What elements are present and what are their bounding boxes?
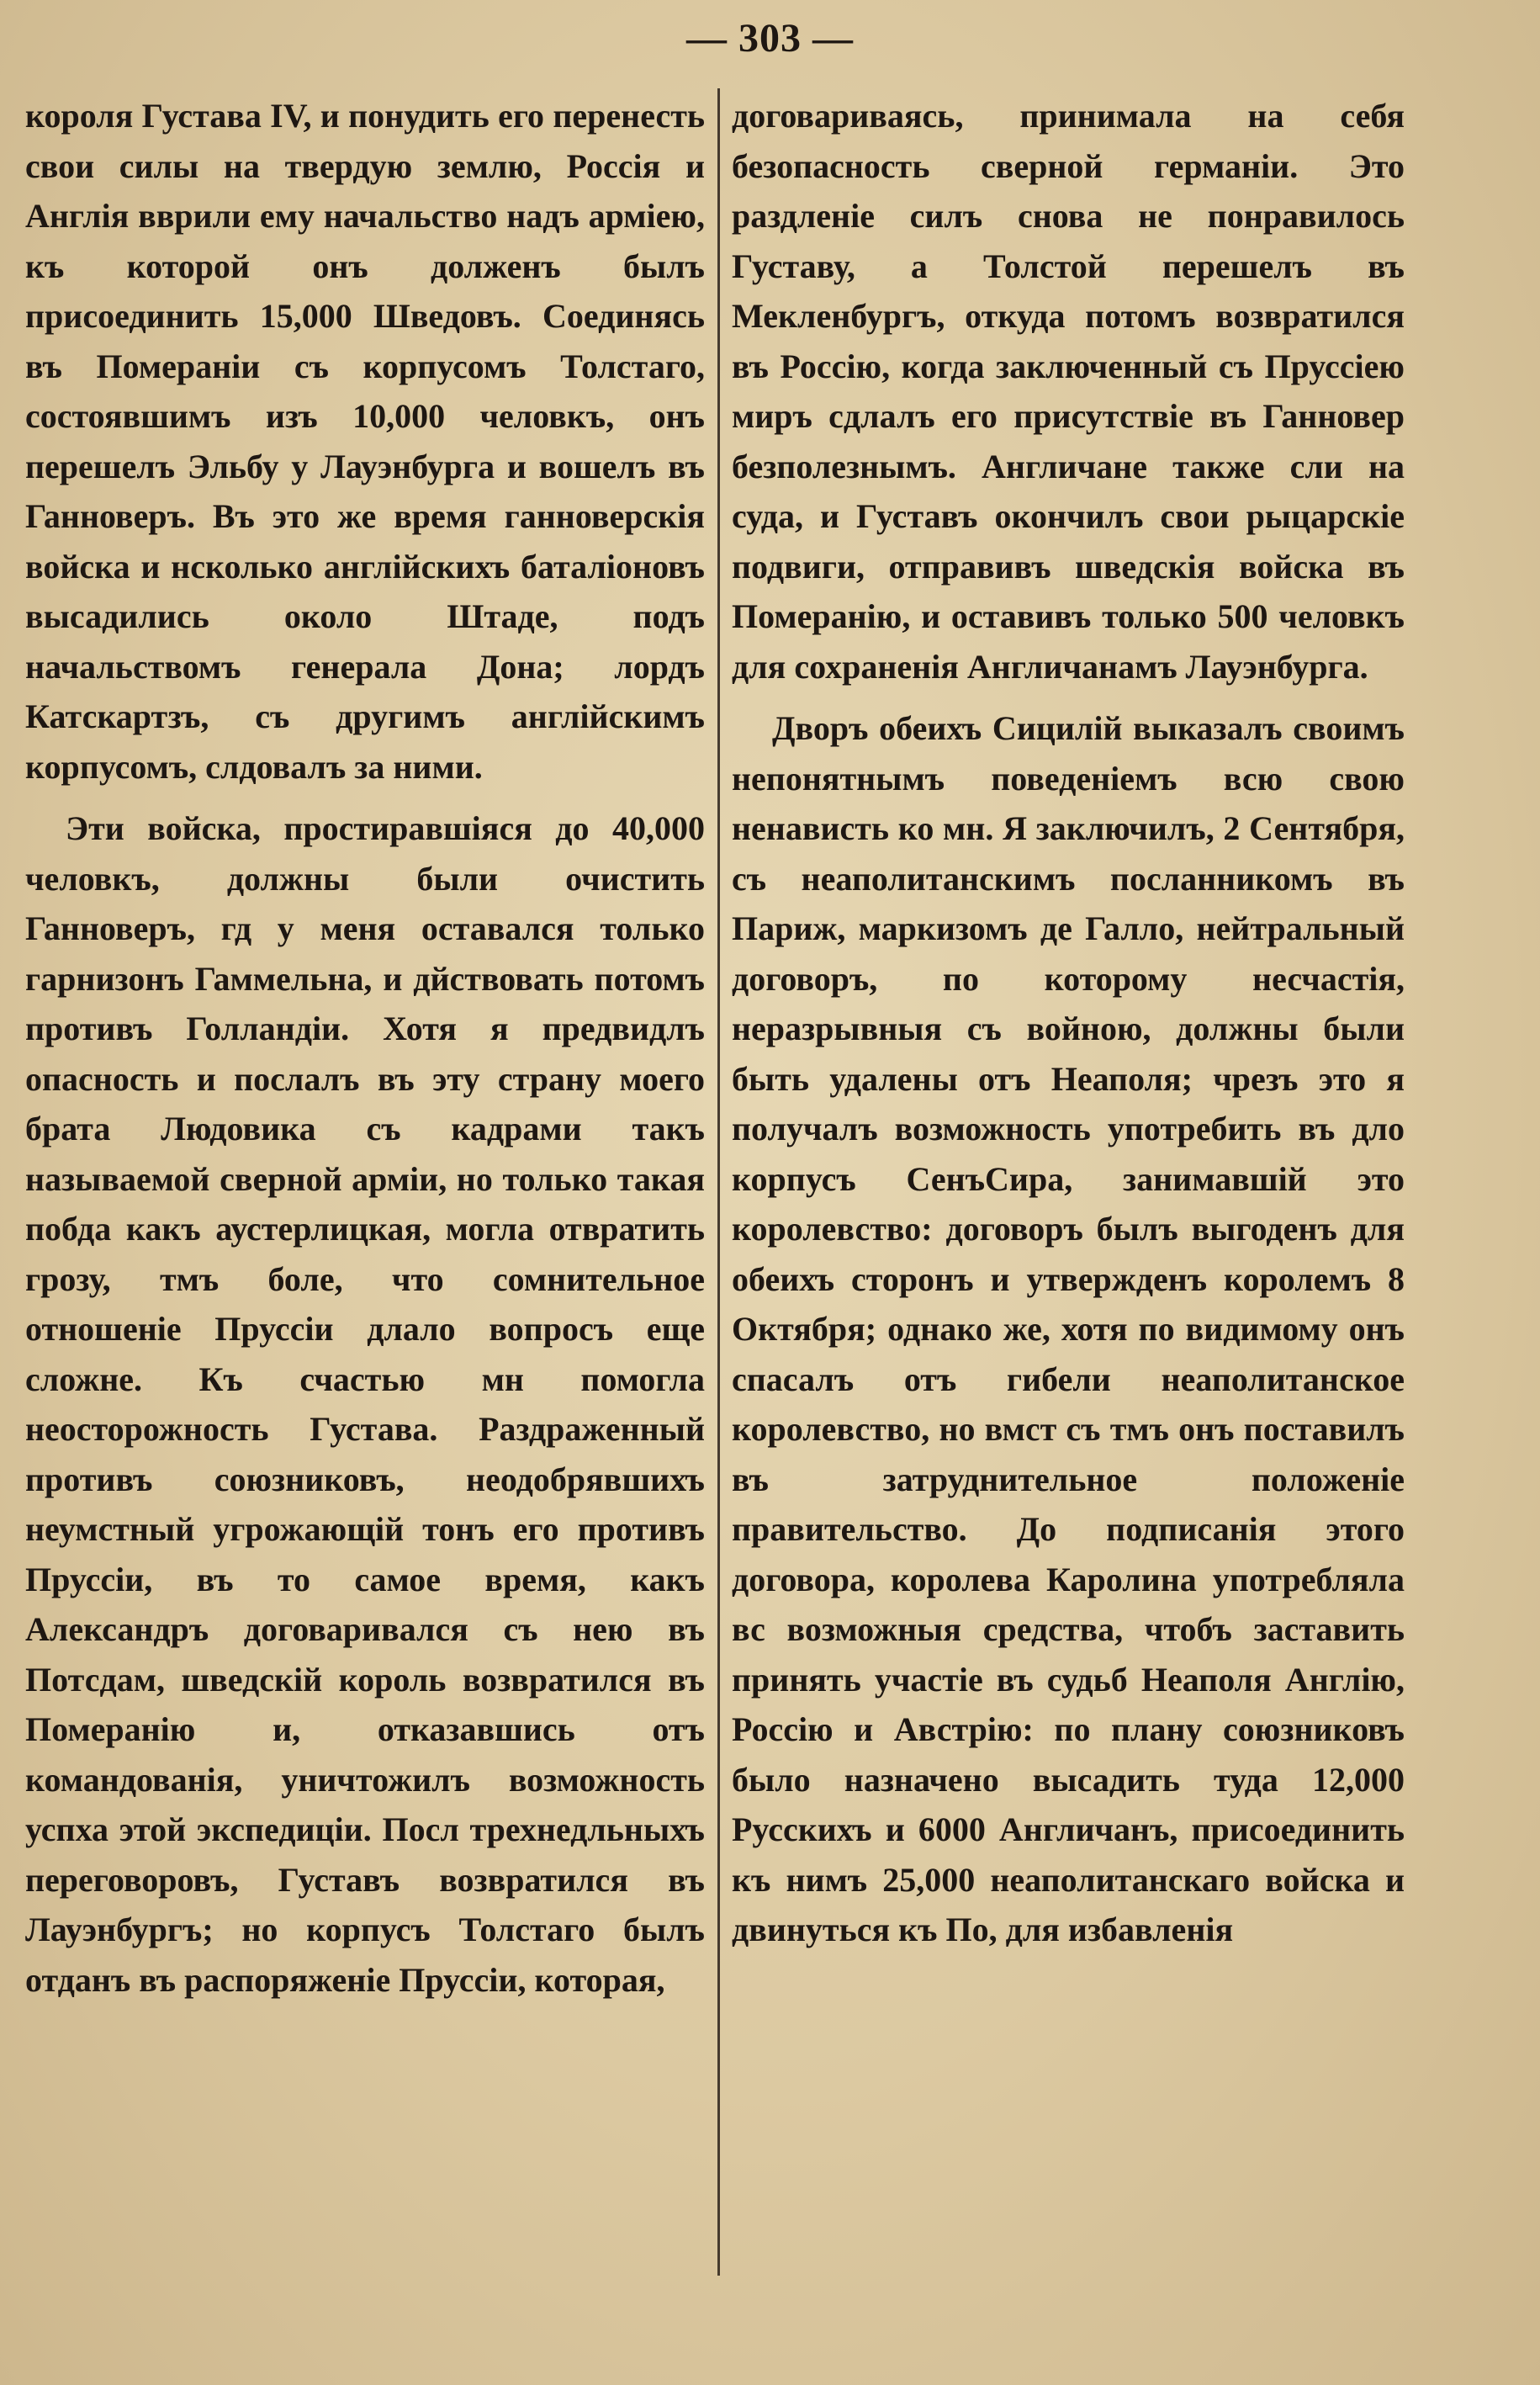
paragraph: Дворъ обеихъ Сицилій выказалъ своимъ непонятнымъ поведеніемъ всю свою ненависть ко мн. Я заключилъ, 2 Сентября, съ неаполитанскимъ посланникомъ въ Париж, маркизомъ де Галло, нейтральный договоръ, по которому несчастія, неразрывныя съ войною, должны были быть удалены отъ Неаполя; чрезъ это я получалъ возможность употребить въ дло корпусъ СенъСира, занимавшій это королевство: договоръ былъ выгоденъ для обеихъ сторонъ и утвержденъ королемъ 8 Октября; однако же, хотя по видимому онъ спасалъ отъ гибели неаполитанское королевство, но вмст съ тмъ онъ поставилъ въ затруднительное положеніе правительство. До подписанія этого договора, королева Каролина употребляла вс возможныя средства, чтобъ заставить принять участіе въ судьб Неаполя Англію, Россію и Австрію: по плану союзниковъ было назначено высадить туда 12,000 Русскихъ и 6000 Англичанъ, присоединить къ нимъ 25,000 неаполитанскаго войска и двинуться къ По, для избавленія [732,709,1405,1948]
right-column [732,91,1405,2278]
left-column [25,91,705,2278]
column-divider [717,88,720,2276]
paragraph: Эти войска, простиравшіяся до 40,000 человкъ, должны были очистить Ганноверъ, гд у меня оставался только гарнизонъ Гаммельна, и дйствовать потомъ противъ Голландіи. Хотя я предвидлъ опасность и послалъ въ эту страну моего брата Людовика съ кадрами такъ называемой сверной арміи, но только такая побда какъ аустерлицкая, могла отвратить грозу, тмъ боле, что сомнительное отношеніе Пруссіи длало вопросъ еще сложне. Къ счастью мн помогла неосторожность Густава. Раздраженный противъ союзниковъ, неодобрявшихъ неумстный угрожающій тонъ его противъ Пруссіи, въ то самое время, какъ Александръ договаривался съ нею въ Потсдам, шведскій король возвратился въ Померанію и, отказавшись отъ командованія, уничтожилъ возможность успха этой экспедиціи. Посл трехнедльныхъ переговоровъ, Густавъ возвратился въ Лауэнбургъ; но корпусъ Толстаго былъ отданъ въ распоряженіе Пруссіи, которая, [25,809,705,1999]
page-number: — 303 — [686,16,854,61]
paragraph: договариваясь, принимала на себя безопасность сверной германіи. Это раздленіе силъ снова не понравилось Густаву, а Толстой перешелъ въ Мекленбургъ, откуда потомъ возвратился въ Россію, когда заключенный съ Пруссіею миръ сдлалъ его присутствіе въ Ганновер безполезнымъ. Англичане также сли на суда, и Густавъ окончилъ свои рыцарскіе подвиги, отправивъ шведскія войска въ Померанію, и оставивъ только 500 человкъ для сохраненія Англичанамъ Лауэнбурга. [732,97,1405,686]
paragraph: короля Густава IV, и понудить его перенесть свои силы на твердую землю, Россія и Англія вврили ему начальство надъ арміею, къ которой онъ долженъ былъ присоединить 15,000 Шведовъ. Соединясь въ Помераніи съ корпусомъ Толстаго, состоявшимъ изъ 10,000 человкъ, онъ перешелъ Эльбу у Лауэнбурга и вошелъ въ Ганноверъ. Въ это же время ганноверскія войска и нсколько англійскихъ баталіоновъ высадились около Штаде, подъ начальствомъ генерала Дона; лордъ Катскартзъ, съ другимъ англійскимъ корпусомъ, слдовалъ за ними. [25,97,705,786]
